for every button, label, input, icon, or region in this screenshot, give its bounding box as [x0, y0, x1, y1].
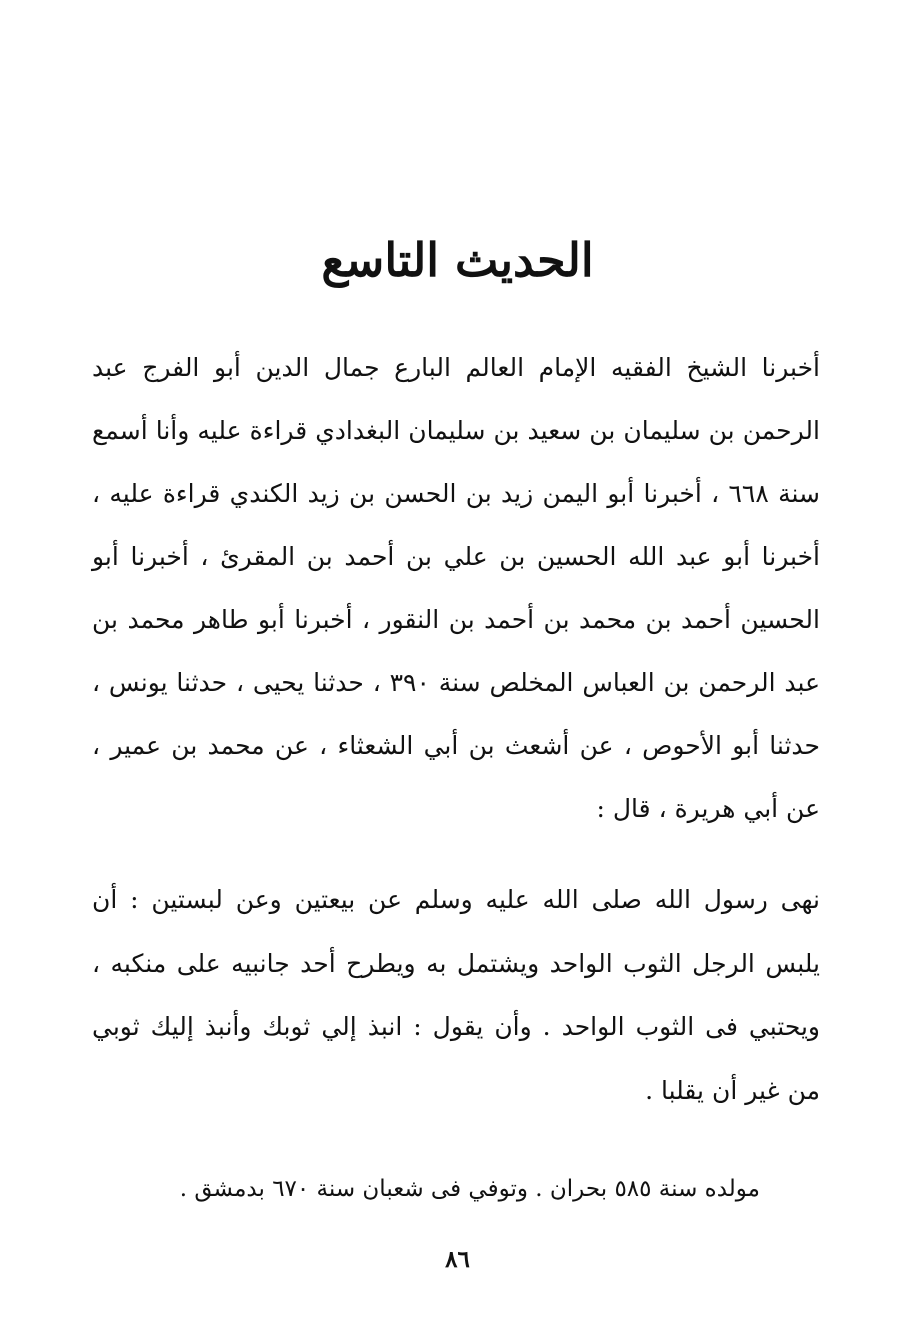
matn-paragraph: نهى رسول الله صلى الله عليه وسلم عن بيعتين وعن لبستين : أن يلبس الرجل الثوب الواحد ويشتمل به ويطرح أحد جانبيه على منكبه ، ويحتبي فى الثوب الواحد . وأن يقول : انبذ إلي ثوبك وأنبذ إليك ثوبي من غير أن يقلبا .: [92, 885, 820, 1105]
page-number: ٨٦: [445, 1246, 470, 1273]
hadith-title: الحديث التاسع: [321, 233, 594, 287]
isnad-paragraph: أخبرنا الشيخ الفقيه الإمام العالم البارع جمال الدين أبو الفرج عبد الرحمن بن سليمان بن سعيد بن سليمان البغدادي قراءة عليه وأنا أسمع سنة ٦٦٨ ، أخبرنا أبو اليمن زيد بن الحسن بن زيد الكندي قراءة عليه ، أخبرنا أبو عبد الله الحسين بن علي بن أحمد بن المقرئ ، أخبرنا أبو الحسين أحمد بن محمد بن أحمد بن النقور ، أخبرنا أبو طاهر محمد بن عبد الرحمن بن العباس المخلص سنة ٣٩٠ ، حدثنا يحيى ، حدثنا يونس ، حدثنا أبو الأحوص ، عن أشعث بن أبي الشعثاء ، عن محمد بن عمير ، عن أبي هريرة ، قال :: [92, 353, 821, 823]
footnote: مولده سنة ٥٨٥ بحران . وتوفي فى شعبان سنة ٦٧٠ بدمشق .: [179, 1176, 760, 1202]
